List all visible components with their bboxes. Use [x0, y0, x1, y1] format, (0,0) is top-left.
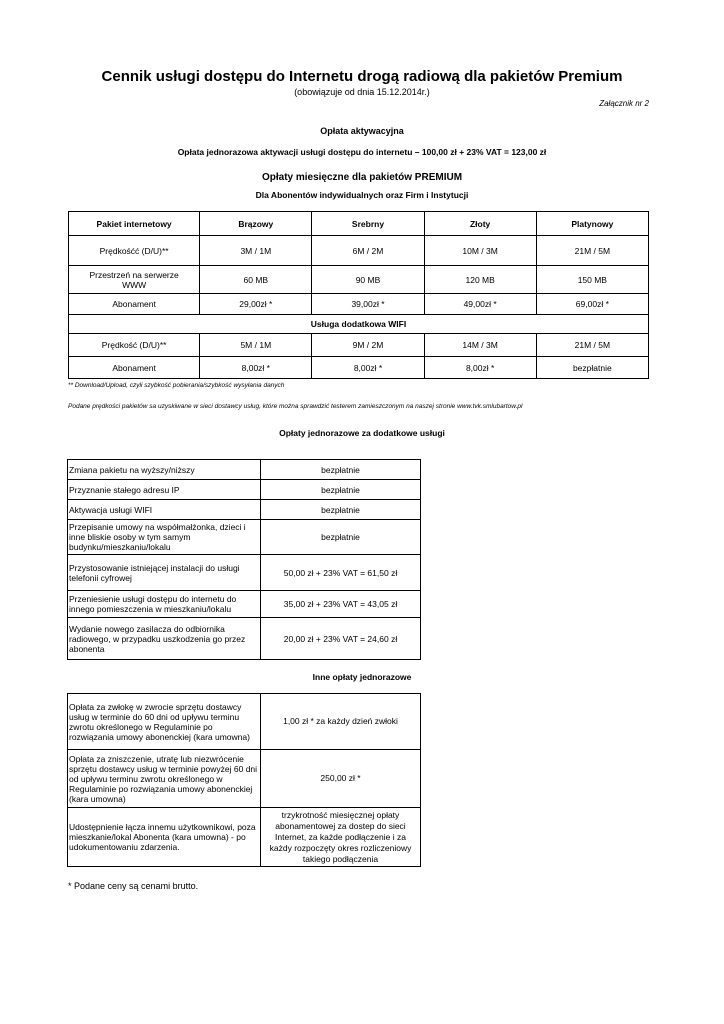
- table-cell: 9M / 2M: [312, 334, 424, 357]
- fee-label: Wydanie nowego zasilacza do odbiornika radiowego, w przypadku uszkodzenia go przez abonenta: [68, 618, 261, 660]
- table-header-cell: Platynowy: [536, 212, 648, 236]
- fee-value: 35,00 zł + 23% VAT = 43,05 zł: [261, 591, 421, 618]
- table-cell: 69,00zł *: [536, 294, 648, 315]
- table-cell: 21M / 5M: [536, 334, 648, 357]
- fee-label: Zmiana pakietu na wyższy/niższy: [68, 460, 261, 480]
- table-cell: 3M / 1M: [200, 236, 312, 266]
- fee-value: 250,00 zł *: [261, 750, 421, 808]
- table-header-cell: Złoty: [424, 212, 536, 236]
- fee-label: Przepisanie umowy na współmałżonka, dzieci i inne bliskie osoby w tym samym budynku/mieszkaniu/lokalu: [68, 520, 261, 555]
- table-cell: 90 MB: [312, 266, 424, 294]
- validity-date: (obowiązuje od dnia 15.12.2014r.): [294, 87, 430, 97]
- packages-table: [68, 211, 649, 379]
- fee-value: bezpłatnie: [261, 520, 421, 555]
- fee-label: Udostępnienie łącza innemu użytkownikowi, poza mieszkanie/lokal Abonenta (kara umowna) - po udokumentowaniu zdarzenia.: [68, 808, 261, 867]
- table-cell: Przestrzeń na serwerze WWW: [69, 266, 200, 294]
- table-cell: Abonament: [69, 357, 200, 379]
- table-cell: 21M / 5M: [536, 236, 648, 266]
- table-cell: 6M / 2M: [312, 236, 424, 266]
- table-cell: 10M / 3M: [424, 236, 536, 266]
- fee-label: Opłata za zwłokę w zwrocie sprzętu dostawcy usług w terminie do 60 dni od upływu terminu zwrotu określonego w Regulaminie po rozwiązania umowy abonenckiej (kara umowna): [68, 694, 261, 750]
- annex-label: Załącznik nr 2: [599, 99, 649, 108]
- table-cell: 8,00zł *: [200, 357, 312, 379]
- table-row: [69, 266, 649, 294]
- table-row: [68, 694, 421, 750]
- table-row: [69, 294, 649, 315]
- table-cell: 14M / 3M: [424, 334, 536, 357]
- wifi-section-row: [69, 315, 649, 334]
- fee-label: Opłata za zniszczenie, utratę lub niezwrócenie sprzętu dostawcy usług w terminie powyżej 60 dni od upływu terminu zwrotu określonego w Regulaminie po rozwiązania umowy abonenckiej (kara umowna): [68, 750, 261, 808]
- table-row: [68, 808, 421, 867]
- onetime-fees-table: [67, 459, 421, 660]
- table-cell: Abonament: [69, 294, 200, 315]
- onetime-fees-heading: Opłaty jednorazowe za dodatkowe usługi: [279, 428, 445, 438]
- fee-value: trzykrotność miesięcznej opłaty abonamentowej za dostep do sieci Internet, za każde podłączenie i za każdy rozpoczęty okres rozliczeniowy takiego podłączenia: [261, 808, 421, 867]
- gross-prices-note: * Podane ceny są cenami brutto.: [68, 881, 199, 891]
- fee-value: bezpłatnie: [261, 500, 421, 520]
- table-cell: 29,00zł *: [200, 294, 312, 315]
- footnote-download-upload: ** Download/Upload, czyli szybkość pobierania/szybkość wysyłania danych: [68, 382, 285, 389]
- table-cell: 8,00zł *: [312, 357, 424, 379]
- table-cell: Prędkośćć (D/U)**: [69, 236, 200, 266]
- table-row: [69, 236, 649, 266]
- fee-value: 1,00 zł * za każdy dzień zwłoki: [261, 694, 421, 750]
- fee-label: Aktywacja usługi WIFI: [68, 500, 261, 520]
- fee-label: Przeniesienie usługi dostępu do internetu do innego pomieszczenia w mieszkaniu/lokalu: [68, 591, 261, 618]
- activation-fee-line: Opłata jednorazowa aktywacji usługi dostępu do internetu – 100,00 zł + 23% VAT = 123,00 zł: [177, 147, 547, 157]
- table-row: [68, 480, 421, 500]
- other-fees-table: [67, 693, 421, 867]
- monthly-fees-heading: Opłaty miesięczne dla pakietów PREMIUM: [261, 172, 463, 183]
- table-cell: Prędkość (D/U)**: [69, 334, 200, 357]
- other-fees-heading: Inne opłaty jednorazowe: [312, 672, 412, 682]
- page-title: Cennik usługi dostępu do Internetu drogą radiową dla pakietów Premium: [101, 68, 623, 85]
- activation-heading: Opłata aktywacyjna: [320, 126, 404, 136]
- table-header-cell: Pakiet internetowy: [69, 212, 200, 236]
- table-row: [69, 357, 649, 379]
- table-cell: 8,00zł *: [424, 357, 536, 379]
- table-header-cell: Srebrny: [312, 212, 424, 236]
- table-header-row: [69, 212, 649, 236]
- table-row: [68, 460, 421, 480]
- fee-label: Przystosowanie istniejącej instalacji do usługi telefonii cyfrowej: [68, 555, 261, 591]
- table-row: [68, 555, 421, 591]
- table-row: [68, 618, 421, 660]
- table-cell: bezpłatnie: [536, 357, 648, 379]
- table-cell: 60 MB: [200, 266, 312, 294]
- footnote-speed-test: Podane prędkości pakietów sa uzyskiwane w sieci dostawcy usług, które można sprawdzić testerem zamieszczonym na naszej stronie www.tvk.smlubartow.pl: [68, 403, 523, 410]
- table-cell: 39,00zł *: [312, 294, 424, 315]
- monthly-fees-subheading: Dla Abonentów indywidualnych oraz Firm i Instytucji: [255, 190, 469, 200]
- table-cell: 120 MB: [424, 266, 536, 294]
- table-header-cell: Brązowy: [200, 212, 312, 236]
- fee-value: bezpłatnie: [261, 480, 421, 500]
- table-cell: 5M / 1M: [200, 334, 312, 357]
- fee-value: 50,00 zł + 23% VAT = 61,50 zł: [261, 555, 421, 591]
- table-row: [68, 750, 421, 808]
- table-row: [68, 591, 421, 618]
- fee-value: bezpłatnie: [261, 460, 421, 480]
- table-cell: 49,00zł *: [424, 294, 536, 315]
- fee-label: Przyznanie stałego adresu IP: [68, 480, 261, 500]
- table-row: [68, 520, 421, 555]
- wifi-section-heading: Usługa dodatkowa WIFI: [69, 315, 649, 334]
- fee-value: 20,00 zł + 23% VAT = 24,60 zł: [261, 618, 421, 660]
- table-row: [69, 334, 649, 357]
- table-cell: 150 MB: [536, 266, 648, 294]
- table-row: [68, 500, 421, 520]
